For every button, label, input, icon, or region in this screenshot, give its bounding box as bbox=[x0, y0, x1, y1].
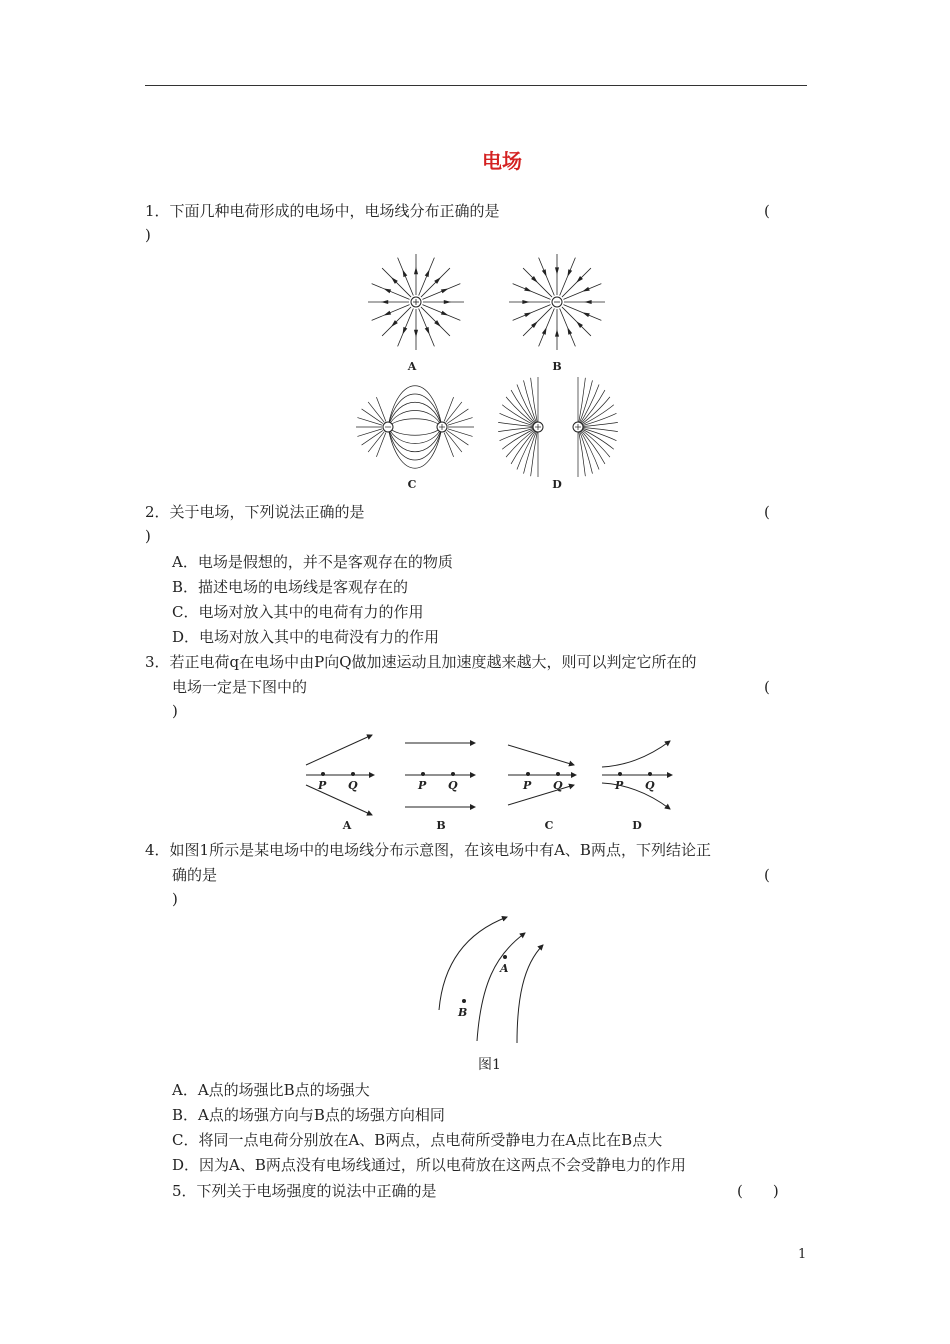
q3-label-b: B bbox=[436, 819, 446, 832]
q2-stem: 2．关于电场，下列说法正确的是 bbox=[145, 503, 365, 521]
q1-field-line-figure bbox=[350, 245, 630, 495]
q4-figure-caption: 图1 bbox=[478, 1057, 501, 1073]
q3-close-paren: ) bbox=[172, 702, 178, 720]
page-number: 1 bbox=[798, 1247, 807, 1262]
q1-stem: 1．下面几种电荷形成的电场中，电场线分布正确的是 bbox=[145, 202, 500, 220]
q1-close-paren: ) bbox=[145, 226, 151, 244]
q3-point-p-b: P bbox=[418, 779, 427, 792]
header-rule bbox=[145, 85, 807, 86]
q3-point-q-c: Q bbox=[553, 779, 563, 792]
q3-point-p-a: P bbox=[318, 779, 327, 792]
q3-label-c: C bbox=[544, 819, 554, 832]
q2-option-b: B．描述电场的电场线是客观存在的 bbox=[172, 578, 409, 596]
q1-label-c: C bbox=[407, 478, 417, 491]
q3-field-line-figure bbox=[298, 725, 678, 835]
q3-point-p-c: P bbox=[523, 779, 532, 792]
q1-figure-a bbox=[368, 254, 464, 350]
q4-option-d: D．因为A、B两点没有电场线通过，所以电荷放在这两点不会受静电力的作用 bbox=[172, 1156, 686, 1174]
q3-point-p-d: P bbox=[615, 779, 624, 792]
q5-stem: 5．下列关于电场强度的说法中正确的是 bbox=[172, 1182, 437, 1200]
q4-open-paren: ( bbox=[764, 866, 770, 884]
q4-option-a: A．A点的场强比B点的场强大 bbox=[172, 1081, 370, 1099]
q3-stem-line1: 3．若正电荷q在电场中由P向Q做加速运动且加速度越来越大，则可以判定它所在的 bbox=[145, 653, 697, 671]
q1-label-d: D bbox=[552, 478, 562, 491]
q2-open-paren: ( bbox=[764, 503, 770, 521]
q3-label-d: D bbox=[632, 819, 642, 832]
q4-stem-line2: 确的是 bbox=[172, 866, 218, 884]
q3-point-q-d: Q bbox=[645, 779, 655, 792]
q2-option-c: C．电场对放入其中的电荷有力的作用 bbox=[172, 603, 424, 621]
q2-close-paren: ) bbox=[145, 527, 151, 545]
q1-figure-c bbox=[356, 386, 474, 469]
q3-label-a: A bbox=[342, 819, 352, 832]
q1-figure-b bbox=[509, 254, 605, 350]
q3-stem-line2: 电场一定是下图中的 bbox=[172, 678, 308, 696]
q1-figure-d bbox=[498, 377, 618, 477]
q4-point-b: B bbox=[458, 1006, 468, 1019]
q4-option-b: B．A点的场强方向与B点的场强方向相同 bbox=[172, 1106, 445, 1124]
page-title: 电场 bbox=[482, 149, 522, 173]
q3-point-q-a: Q bbox=[348, 779, 358, 792]
q4-stem-line1: 4．如图1所示是某电场中的电场线分布示意图，在该电场中有A、B两点，下列结论正 bbox=[145, 841, 711, 859]
q5-answer-paren: ( ) bbox=[737, 1182, 779, 1200]
q1-open-paren: ( bbox=[764, 202, 770, 220]
q4-close-paren: ) bbox=[172, 890, 178, 908]
q2-option-a: A．电场是假想的，并不是客观存在的物质 bbox=[172, 553, 453, 571]
q2-option-d: D．电场对放入其中的电荷没有力的作用 bbox=[172, 628, 440, 646]
q4-point-a: A bbox=[500, 962, 509, 975]
q4-figure-1 bbox=[425, 905, 555, 1050]
q3-open-paren: ( bbox=[764, 678, 770, 696]
q1-label-a: A bbox=[407, 360, 417, 373]
q3-point-q-b: Q bbox=[448, 779, 458, 792]
q4-option-c: C．将同一点电荷分别放在A、B两点，点电荷所受静电力在A点比在B点大 bbox=[172, 1131, 663, 1149]
q1-label-b: B bbox=[552, 360, 562, 373]
